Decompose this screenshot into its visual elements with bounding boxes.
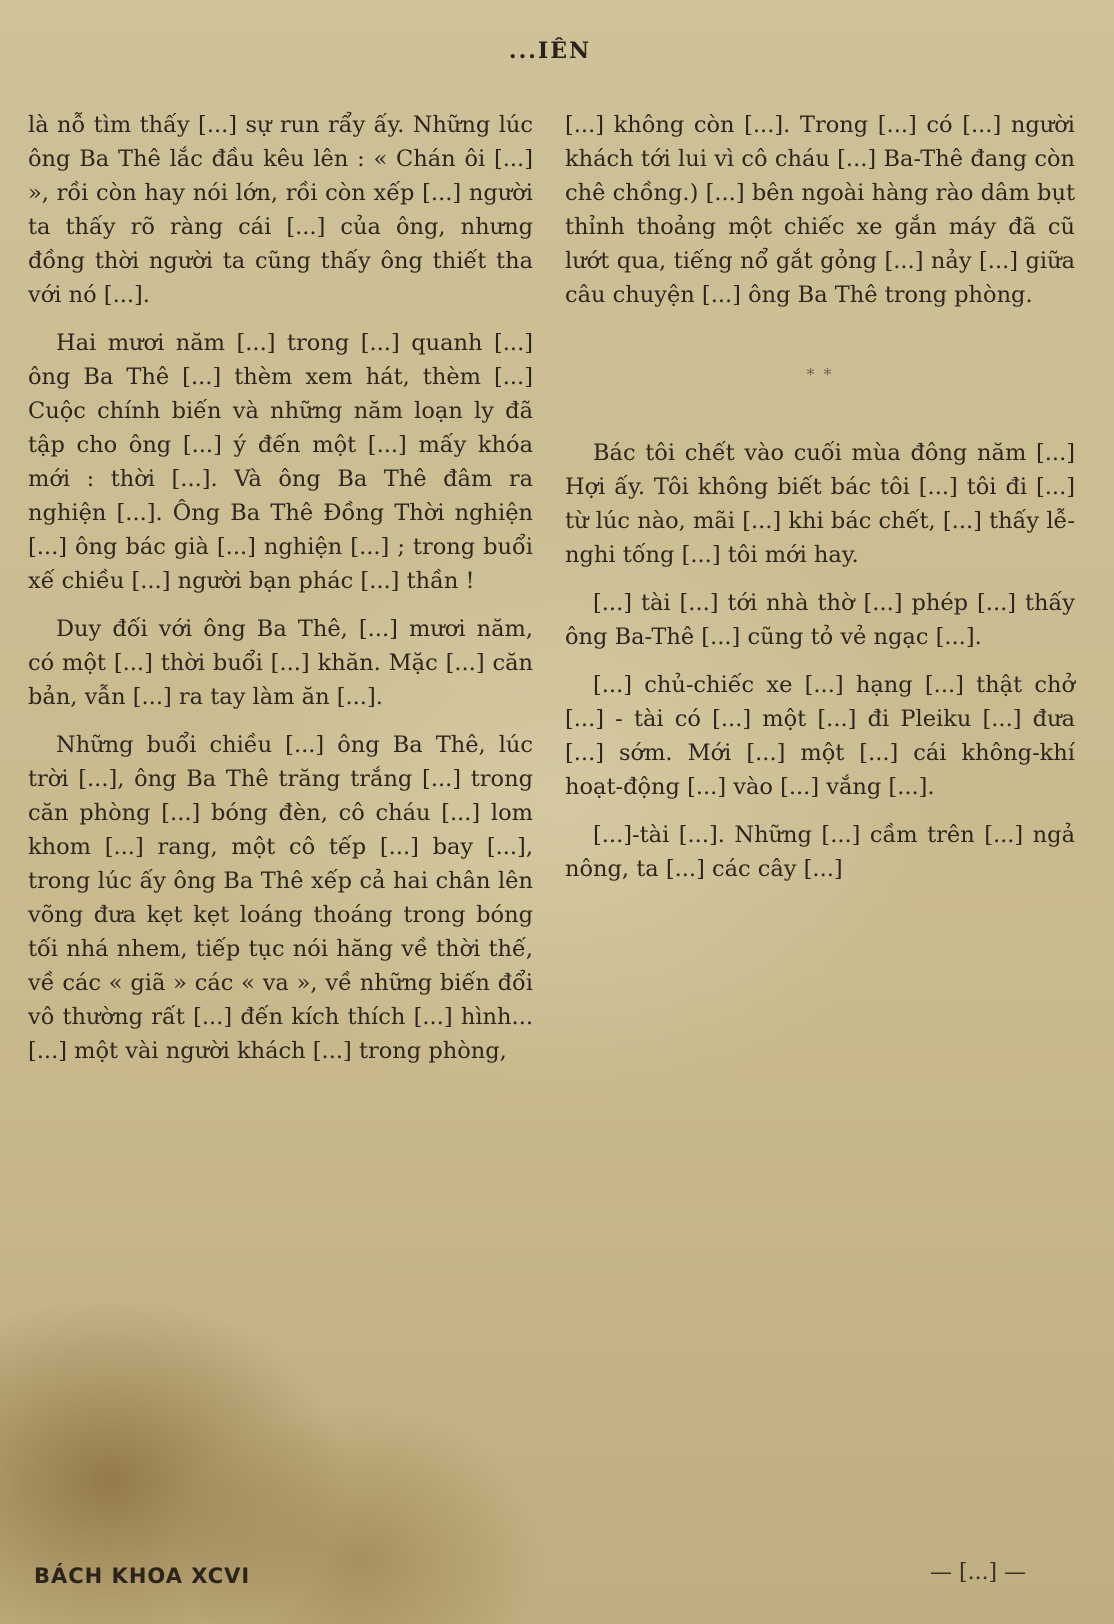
- section-break: * *: [806, 365, 834, 384]
- magazine-footer: BÁCH KHOA XCVI: [34, 1564, 251, 1588]
- paragraph: [...] tài [...] tới nhà thờ [...] phép [...] thấy ông Ba-Thê [...] cũng tỏ vẻ ngạc [...].: [565, 590, 1075, 650]
- paragraph: Những buổi chiều [...] ông Ba Thê, lúc trời [...], ông Ba Thê trăng trắng [...] trong căn phòng [...] bóng đèn, cô cháu [...] lom khom [...] rang, một cô tếp [...] bay [...], trong lúc ấy ông Ba Thê xếp cả hai chân lên võng đưa kẹt kẹt loáng thoáng trong bóng tối nhá nhem, tiếp tục nói hăng về thời thế, về các « giã » các « va », về những biến đổi vô thường rất [...] đến kích thích [...] hình... [...] một vài người khách [...] trong phòng,: [28, 732, 533, 1064]
- paragraph: là nỗ tìm thấy [...] sự run rẩy ấy. Những lúc ông Ba Thê lắc đầu kêu lên : « Chán ôi [...] », rồi còn hay nói lớn, rồi còn xếp [...] người ta thấy rõ ràng cái [...] của ông, nhưng đồng thời người ta cũng thấy ông thiết tha với nó [...].: [28, 112, 533, 308]
- left-column: [28, 108, 533, 1082]
- paragraph: Bác tôi chết vào cuối mùa đông năm [...] Hợi ấy. Tôi không biết bác tôi [...] tôi đi [...] từ lúc nào, mãi [...] khi bác chết, [...] thấy lễ-nghi tống [...] tôi mới hay.: [565, 440, 1075, 568]
- running-title: ...IÊN: [508, 38, 592, 64]
- paragraph: [...] chủ-chiếc xe [...] hạng [...] thật chở [...] - tài có [...] một [...] đi Pleiku [...] đưa [...] sớm. Mới [...] một [...] cái không-khí hoạt-động [...] vào [...] vắng [...].: [565, 672, 1075, 800]
- right-column: [565, 108, 1075, 900]
- paragraph: [...]-tài [...]. Những [...] cầm trên [...] ngả nông, ta [...] các cây [...]: [565, 822, 1075, 882]
- paragraph: Hai mươi năm [...] trong [...] quanh [...] ông Ba Thê [...] thèm xem hát, thèm [...] Cuộc chính biến và những năm loạn ly đã tập cho ông [...] ý đến một [...] mấy khóa mới : thời [...]. Và ông Ba Thê đâm ra nghiện [...]. Ông Ba Thê Đồng Thời nghiện [...] ông bác già [...] nghiện [...] ; trong buổi xế chiều [...] người bạn phác [...] thần !: [28, 330, 533, 594]
- page-number: — [...] —: [930, 1560, 1027, 1585]
- paragraph: Duy đối với ông Ba Thê, [...] mươi năm, có một [...] thời buổi [...] khăn. Mặc [...] căn bản, vẫn [...] ra tay làm ăn [...].: [28, 616, 533, 710]
- paragraph: [...] không còn [...]. Trong [...] có [...] người khách tới lui vì cô cháu [...] Ba-Thê đang còn chê chồng.) [...] bên ngoài hàng rào dâm bụt thỉnh thoảng một chiếc xe gắn máy đã cũ lướt qua, tiếng nổ gắt gỏng [...] nảy [...] giữa câu chuyện [...] ông Ba Thê trong phòng.: [565, 112, 1075, 308]
